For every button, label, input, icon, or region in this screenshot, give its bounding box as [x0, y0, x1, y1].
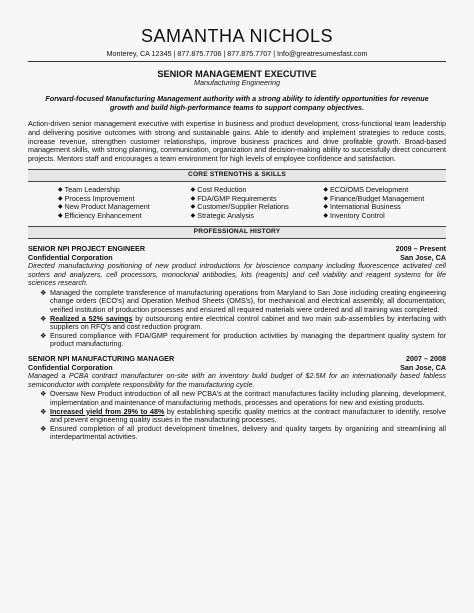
bullet-icon: ❖ — [40, 406, 47, 416]
job-bullets — [28, 289, 446, 349]
list-item: ❖ Ensured compliance with FDA/GMP requirement for production activities by managing the department quality system for product manufacturing. — [40, 330, 446, 349]
list-item: ❖ Managed the complete transference of manufacturing operations from Maryland to San Jose including creating engineering change orders (ECO's) and Operation Method Sheets (OMS's), for mechanical and electrical assembly, all documentation, verified institution of production processes and ensured all required materials were ordered and all training was completed. — [40, 287, 446, 315]
diamond-bullet-icon: ◆ — [323, 204, 328, 211]
skill-item: ◆ FDA/GMP Requirements — [190, 193, 277, 203]
skill-item: ◆ Customer/Supplier Relations — [190, 202, 289, 212]
skills-grid — [28, 182, 446, 220]
job-title: SENIOR NPI PROJECT ENGINEER — [28, 243, 146, 253]
diamond-bullet-icon: ◆ — [58, 195, 63, 202]
subheadline: Manufacturing Engineering — [194, 77, 280, 87]
job-entry — [28, 245, 446, 349]
job-dates: 2007 – 2008 — [406, 354, 446, 364]
candidate-name: SAMANTHA NICHOLS — [140, 26, 334, 46]
job-location: San Jose, CA — [400, 362, 446, 372]
headline: SENIOR MANAGEMENT EXECUTIVE — [157, 68, 317, 79]
bullet-icon: ❖ — [40, 330, 47, 340]
skill-item: ◆ Cost Reduction — [190, 184, 247, 194]
highlight-phrase: Realized a 52% savings — [50, 313, 133, 323]
list-item: ❖ Oversaw New Product introduction of all new PCBA's at the contract manufactures facility including planning, development, implementation and maintenance of manufacturing methods, processes and operations for new and existing products. — [40, 389, 446, 407]
diamond-bullet-icon: ◆ — [190, 204, 196, 211]
skills-section-title: CORE STRENGTHS & SKILLS — [28, 169, 446, 182]
bullet-icon: ❖ — [40, 287, 47, 297]
list-item: ❖ Realized a 52% savings by outsourcing entire electrical control cabinet and two main sub-assemblies by interfacing with suppliers on RFQ's and cost reduction program. — [40, 313, 446, 332]
job-title: SENIOR NPI MANUFACTURING MANAGER — [28, 354, 175, 364]
highlight-phrase: Increased yield from 29% to 48% — [50, 406, 165, 416]
list-item: ❖ Ensured completion of all product development timelines, delivery and quality targets by organizing and streamlining all interdepartmental activities. — [40, 423, 446, 442]
diamond-bullet-icon: ◆ — [58, 186, 63, 193]
history-section-title: PROFESSIONAL HISTORY — [28, 226, 446, 239]
header-divider — [28, 61, 446, 62]
diamond-bullet-icon: ◆ — [323, 212, 328, 219]
skill-item: ◆ New Product Management — [58, 202, 150, 212]
skill-item: ◆ Inventory Control — [323, 210, 385, 220]
list-item: ❖ Increased yield from 29% to 48% by establishing specific quality metrics at the contract manufacturer to identify, resolve and prevent engineering quality issues in the manufacturing processes. — [40, 406, 446, 425]
skill-item: ◆ Finance/Budget Management — [323, 193, 425, 203]
job-description: Directed manufacturing positioning of new product introductions for bioscience company including fluorescence activated cell sorters and analyzers, cell processors, monoclonal antibodies, kits (reagents) and cell viability and reagent systems for life sciences research. — [28, 261, 446, 288]
skill-item: ◆ Strategic Analysis — [190, 210, 255, 220]
job-company: Confidential Corporation — [28, 362, 113, 372]
job-bullets — [28, 390, 446, 442]
contact-line: Monterey, CA 12345 | 877.875.7706 | 877.875.7707 | Info@greatresumesfast.com — [106, 49, 368, 58]
diamond-bullet-icon: ◆ — [323, 195, 328, 202]
job-company: Confidential Corporation — [28, 252, 113, 262]
diamond-bullet-icon: ◆ — [58, 212, 63, 219]
skill-item: ◆ Team Leadership — [58, 184, 120, 194]
diamond-bullet-icon: ◆ — [190, 195, 196, 202]
intro-statement: Forward-focused Manufacturing Management authority with a strong ability to identify opportunities for revenue growth and build high-performance teams to support company objectives. — [45, 94, 429, 112]
skill-item: ◆ International Business — [323, 202, 401, 212]
summary-paragraph: Action-driven senior management executive with expertise in business and product development, cross-functional team leadership and delivering positive outcomes with strong and sustainable gains. Able to identify and implement strategies to reduce costs, increase revenue, strengthen customer relationships, improve business practices and drive profitable growth. Broad-based management skills, with strong planning, communication, organization and decision-making ability to successfully direct concurrent projects. Mentors staff and encourages a team environment for high levels of employee confidence and satisfaction. — [28, 119, 446, 163]
skill-item: ◆ Efficiency Enhancement — [58, 210, 142, 220]
job-location: San Jose, CA — [400, 252, 446, 262]
bullet-icon: ❖ — [40, 313, 47, 323]
skill-item: ◆ ECO/OMS Development — [323, 184, 409, 194]
diamond-bullet-icon: ◆ — [323, 186, 328, 193]
bullet-icon: ❖ — [40, 423, 47, 433]
job-dates: 2009 – Present — [395, 243, 446, 253]
job-description: Managed a PCBA contract manufacturer on-site with an inventory build budget of $2.5M for an internationally based fabless semiconductor with complete responsibility for the manufacturing cycle. — [28, 371, 446, 389]
diamond-bullet-icon: ◆ — [190, 212, 196, 219]
diamond-bullet-icon: ◆ — [58, 204, 63, 211]
job-entry — [28, 355, 446, 442]
diamond-bullet-icon: ◆ — [190, 186, 196, 193]
bullet-icon: ❖ — [40, 389, 47, 399]
skill-item: ◆ Process Improvement — [58, 193, 135, 203]
